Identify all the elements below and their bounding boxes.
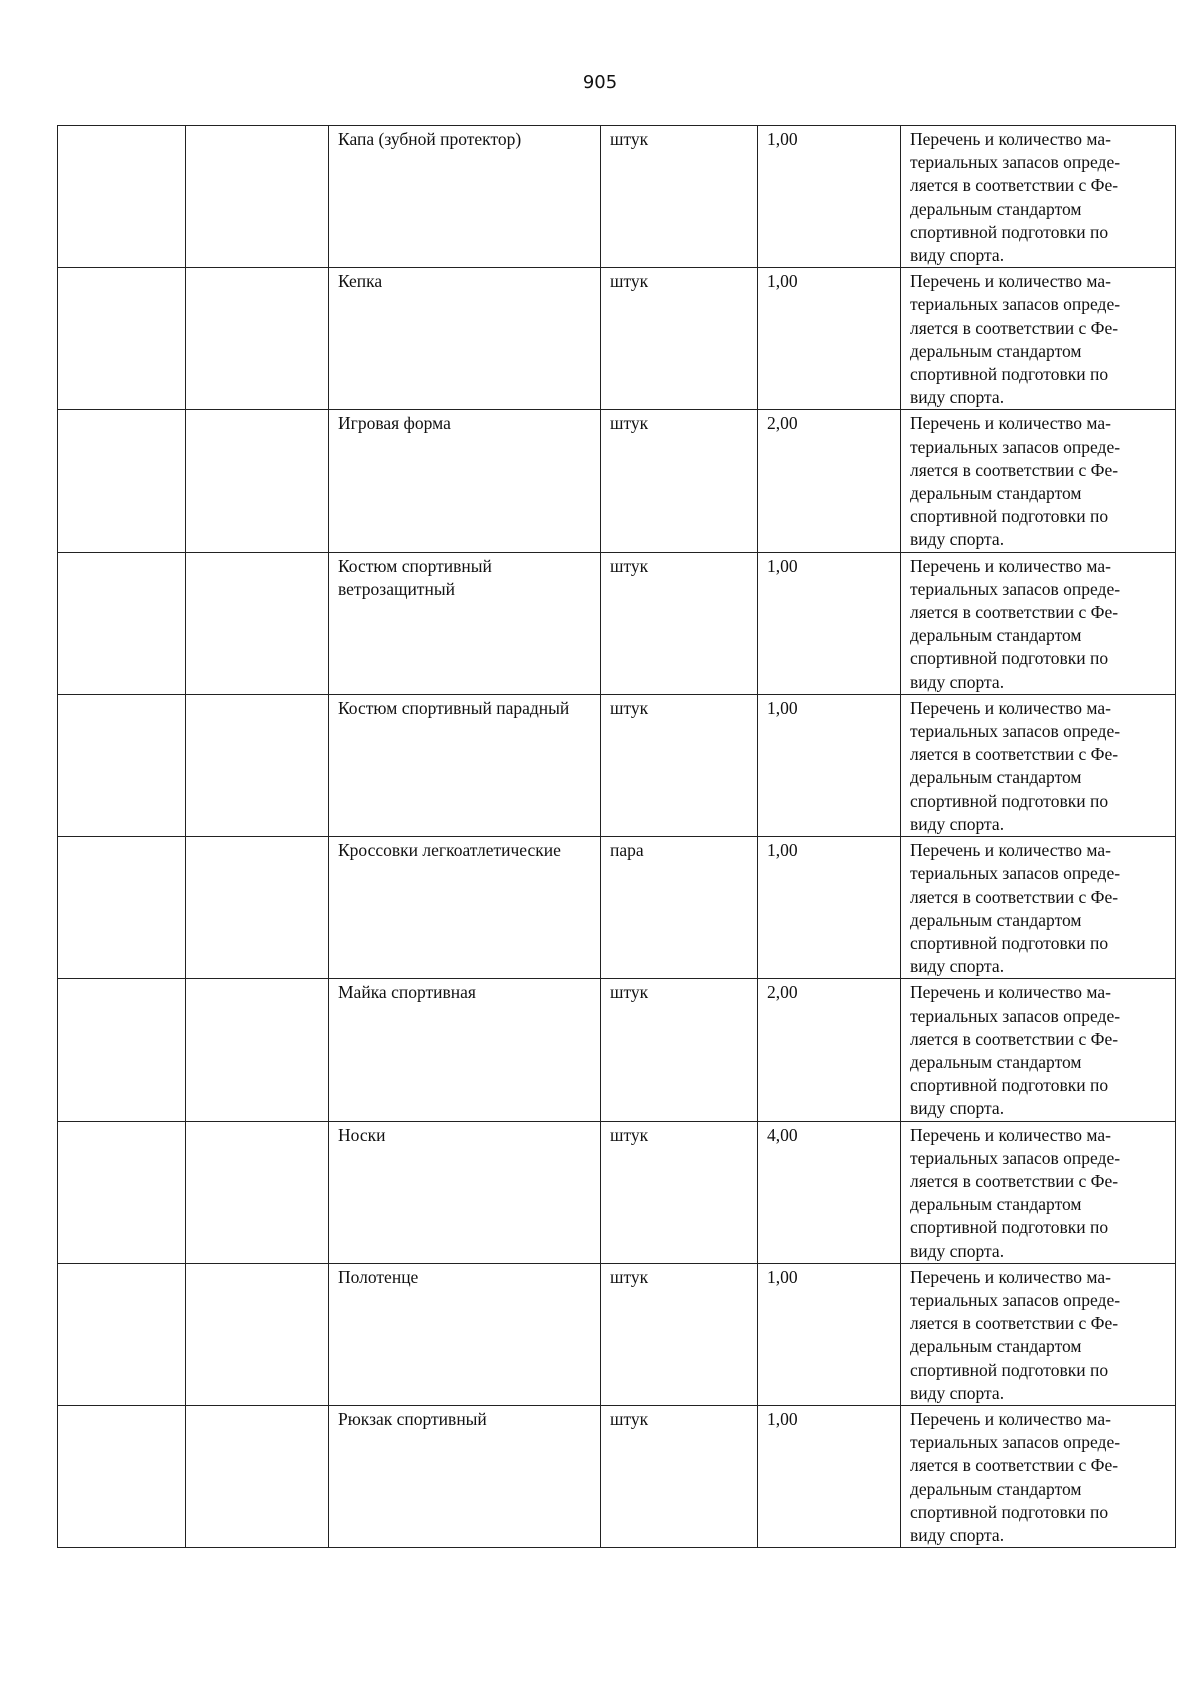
quantity-cell xyxy=(758,837,901,979)
table-row xyxy=(58,1405,1176,1547)
quantity-cell xyxy=(758,552,901,694)
table-row xyxy=(58,694,1176,836)
note-line: деральным стандартом xyxy=(910,340,1082,361)
item-name: Кроссовки легкоатлетические xyxy=(338,840,561,861)
table-row xyxy=(58,979,1176,1121)
equipment-table xyxy=(57,125,1176,1548)
note-line: виду спорта. xyxy=(910,1098,1005,1119)
note-line: деральным стандартом xyxy=(910,767,1082,788)
note-line: виду спорта. xyxy=(910,1240,1005,1261)
unit: штук xyxy=(610,697,649,718)
note-cell xyxy=(901,979,1176,1121)
empty-cell-2 xyxy=(186,1263,329,1405)
empty-cell-2 xyxy=(186,837,329,979)
table-row xyxy=(58,1263,1176,1405)
item-name-cell xyxy=(329,837,601,979)
quantity: 1,00 xyxy=(767,129,798,149)
table-row xyxy=(58,552,1176,694)
note-line: спортивной подготовки по xyxy=(910,506,1109,527)
quantity: 1,00 xyxy=(767,555,798,576)
note-line: Перечень и количество ма- xyxy=(910,1266,1111,1287)
item-name-cell xyxy=(329,1121,601,1263)
note-line: териальных запасов опреде- xyxy=(910,436,1121,457)
note-line: деральным стандартом xyxy=(910,1051,1082,1072)
empty-cell-2 xyxy=(186,552,329,694)
table-row xyxy=(58,1121,1176,1263)
note-line: териальных запасов опреде- xyxy=(910,1432,1121,1453)
note-line: Перечень и количество ма- xyxy=(910,840,1111,861)
unit: пара xyxy=(610,840,644,861)
page-number: 905 xyxy=(582,72,618,93)
unit: штук xyxy=(610,129,649,149)
item-name: Носки xyxy=(338,1124,386,1145)
quantity-cell xyxy=(758,694,901,836)
note-line: деральным стандартом xyxy=(910,483,1082,504)
note-line: спортивной подготовки по xyxy=(910,1501,1109,1522)
item-name: Игровая форма xyxy=(338,413,451,434)
item-name-cell xyxy=(329,410,601,552)
unit-cell xyxy=(601,1405,758,1547)
table-body xyxy=(58,126,1176,1548)
note-line: териальных запасов опреде- xyxy=(910,578,1121,599)
note-line: спортивной подготовки по xyxy=(910,1359,1109,1380)
unit-cell xyxy=(601,268,758,410)
item-name-cell xyxy=(329,1263,601,1405)
note-line: ляется в соответствии с Фе- xyxy=(910,602,1119,623)
note-line: Перечень и количество ма- xyxy=(910,129,1111,149)
quantity: 1,00 xyxy=(767,271,798,292)
note-line: Перечень и количество ма- xyxy=(910,1408,1111,1429)
empty-cell-1 xyxy=(58,410,186,552)
note-line: ляется в соответствии с Фе- xyxy=(910,175,1119,196)
unit: штук xyxy=(610,555,649,576)
note-line: спортивной подготовки по xyxy=(910,364,1109,385)
empty-cell-2 xyxy=(186,268,329,410)
empty-cell-1 xyxy=(58,1263,186,1405)
note-line: ляется в соответствии с Фе- xyxy=(910,886,1119,907)
quantity-cell xyxy=(758,979,901,1121)
empty-cell-2 xyxy=(186,126,329,268)
note-line: Перечень и количество ма- xyxy=(910,271,1111,292)
unit-cell xyxy=(601,694,758,836)
note-line: териальных запасов опреде- xyxy=(910,1289,1121,1310)
quantity: 1,00 xyxy=(767,697,798,718)
note-cell xyxy=(901,552,1176,694)
note-line: спортивной подготовки по xyxy=(910,1217,1109,1238)
table-row xyxy=(58,410,1176,552)
note-cell xyxy=(901,1121,1176,1263)
item-name: Рюкзак спортивный xyxy=(338,1408,487,1429)
note-line: деральным стандартом xyxy=(910,1194,1082,1215)
note-line: спортивной подготовки по xyxy=(910,1075,1109,1096)
unit-cell xyxy=(601,1263,758,1405)
unit: штук xyxy=(610,1124,649,1145)
unit: штук xyxy=(610,271,649,292)
empty-cell-1 xyxy=(58,694,186,836)
table-row xyxy=(58,837,1176,979)
note-line: деральным стандартом xyxy=(910,909,1082,930)
item-name: Майка спортивная xyxy=(338,982,476,1003)
empty-cell-1 xyxy=(58,1405,186,1547)
item-name-cell xyxy=(329,126,601,268)
quantity-cell xyxy=(758,1405,901,1547)
note-cell xyxy=(901,694,1176,836)
empty-cell-1 xyxy=(58,126,186,268)
table-row xyxy=(58,268,1176,410)
item-name: Костюм спортивный парадный xyxy=(338,697,570,718)
empty-cell-2 xyxy=(186,1121,329,1263)
note-line: териальных запасов опреде- xyxy=(910,152,1121,173)
note-line: виду спорта. xyxy=(910,813,1005,834)
note-line: териальных запасов опреде- xyxy=(910,721,1121,742)
empty-cell-1 xyxy=(58,1121,186,1263)
note-line: виду спорта. xyxy=(910,245,1005,266)
note-line: Перечень и количество ма- xyxy=(910,555,1111,576)
item-name: Костюм спортивный ветрозащитный xyxy=(338,555,492,599)
note-line: Перечень и количество ма- xyxy=(910,697,1111,718)
empty-cell-2 xyxy=(186,979,329,1121)
note-line: ляется в соответствии с Фе- xyxy=(910,317,1119,338)
note-line: ляется в соответствии с Фе- xyxy=(910,459,1119,480)
note-line: Перечень и количество ма- xyxy=(910,1124,1111,1145)
empty-cell-1 xyxy=(58,268,186,410)
note-cell xyxy=(901,126,1176,268)
item-name: Полотенце xyxy=(338,1266,419,1287)
note-line: териальных запасов опреде- xyxy=(910,294,1121,315)
quantity: 2,00 xyxy=(767,982,798,1003)
quantity: 1,00 xyxy=(767,840,798,861)
item-name-cell xyxy=(329,268,601,410)
item-name-cell xyxy=(329,694,601,836)
note-line: спортивной подготовки по xyxy=(910,932,1109,953)
item-name-cell xyxy=(329,552,601,694)
note-cell xyxy=(901,268,1176,410)
empty-cell-1 xyxy=(58,837,186,979)
empty-cell-2 xyxy=(186,694,329,836)
empty-cell-2 xyxy=(186,410,329,552)
unit-cell xyxy=(601,552,758,694)
quantity: 1,00 xyxy=(767,1408,798,1429)
note-cell xyxy=(901,1405,1176,1547)
note-line: спортивной подготовки по xyxy=(910,648,1109,669)
note-line: деральным стандартом xyxy=(910,198,1082,219)
quantity: 4,00 xyxy=(767,1124,798,1145)
note-line: ляется в соответствии с Фе- xyxy=(910,1455,1119,1476)
quantity-cell xyxy=(758,1121,901,1263)
quantity-cell xyxy=(758,1263,901,1405)
note-line: виду спорта. xyxy=(910,671,1005,692)
quantity: 1,00 xyxy=(767,1266,798,1287)
item-name: Капа (зубной протектор) xyxy=(338,129,522,149)
quantity-cell xyxy=(758,410,901,552)
note-cell xyxy=(901,837,1176,979)
note-line: ляется в соответствии с Фе- xyxy=(910,744,1119,765)
item-name-cell xyxy=(329,1405,601,1547)
unit: штук xyxy=(610,982,649,1003)
note-line: виду спорта. xyxy=(910,529,1005,550)
unit-cell xyxy=(601,410,758,552)
unit-cell xyxy=(601,126,758,268)
unit: штук xyxy=(610,1266,649,1287)
note-line: виду спорта. xyxy=(910,1524,1005,1545)
note-line: виду спорта. xyxy=(910,387,1005,408)
note-line: териальных запасов опреде- xyxy=(910,1005,1121,1026)
quantity-cell xyxy=(758,126,901,268)
empty-cell-1 xyxy=(58,979,186,1121)
note-line: териальных запасов опреде- xyxy=(910,1147,1121,1168)
note-line: Перечень и количество ма- xyxy=(910,982,1111,1003)
unit-cell xyxy=(601,979,758,1121)
note-line: териальных запасов опреде- xyxy=(910,863,1121,884)
note-line: деральным стандартом xyxy=(910,1478,1082,1499)
note-line: спортивной подготовки по xyxy=(910,790,1109,811)
note-line: виду спорта. xyxy=(910,1382,1005,1403)
note-line: виду спорта. xyxy=(910,956,1005,977)
empty-cell-1 xyxy=(58,552,186,694)
quantity-cell xyxy=(758,268,901,410)
unit-cell xyxy=(601,1121,758,1263)
note-line: ляется в соответствии с Фе- xyxy=(910,1170,1119,1191)
item-name: Кепка xyxy=(338,271,383,292)
note-line: ляется в соответствии с Фе- xyxy=(910,1313,1119,1334)
unit: штук xyxy=(610,1408,649,1429)
note-line: деральным стандартом xyxy=(910,1336,1082,1357)
table-row xyxy=(58,126,1176,268)
note-line: Перечень и количество ма- xyxy=(910,413,1111,434)
note-cell xyxy=(901,410,1176,552)
note-line: спортивной подготовки по xyxy=(910,221,1109,242)
unit: штук xyxy=(610,413,649,434)
note-line: деральным стандартом xyxy=(910,625,1082,646)
item-name-cell xyxy=(329,979,601,1121)
quantity: 2,00 xyxy=(767,413,798,434)
unit-cell xyxy=(601,837,758,979)
note-line: ляется в соответствии с Фе- xyxy=(910,1028,1119,1049)
empty-cell-2 xyxy=(186,1405,329,1547)
note-cell xyxy=(901,1263,1176,1405)
